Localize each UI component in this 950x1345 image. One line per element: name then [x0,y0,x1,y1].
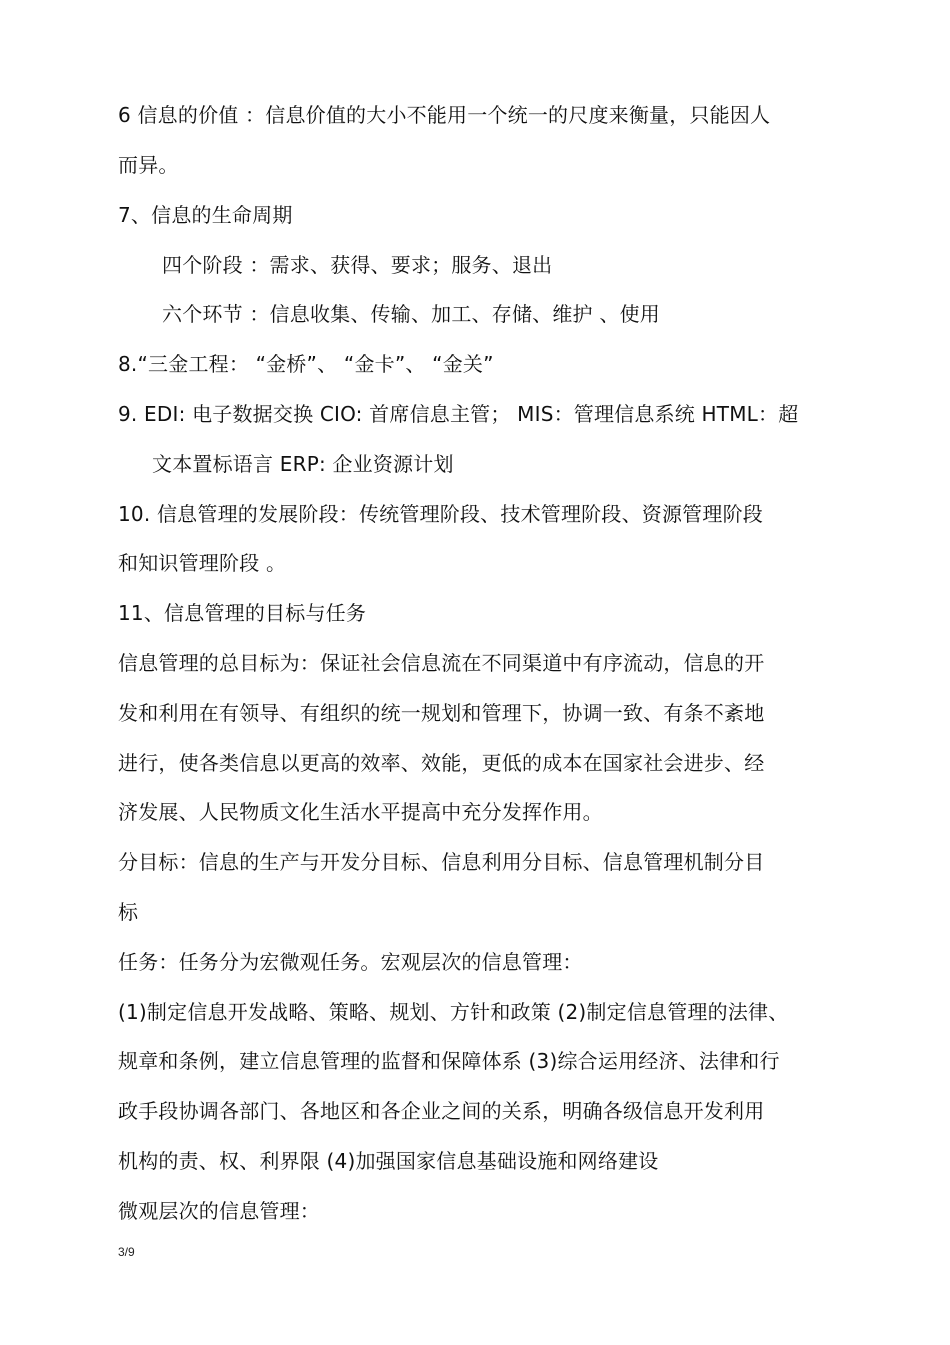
text-line-23: 微观层次的信息管理： [118,1199,320,1223]
text-line-14: 进行，使各类信息以更高的效率、效能，更低的成本在国家社会进步、经 [118,751,765,775]
text-line-21: 政手段协调各部门、各地区和各企业之间的关系，明确各级信息开发利用 [118,1099,765,1123]
text-line-5: 六个环节 ：信息收集、传输、加工、存储、维护 、使用 [162,302,660,326]
text-line-19: (1)制定信息开发战略、策略、规划、方针和政策 (2)制定信息管理的法律、 [118,1000,789,1024]
text-line-22: 机构的责、权、利界限 (4)加强国家信息基础设施和网络建设 [118,1149,659,1173]
text-line-1: 6 信息的价值 ：信息价值的大小不能用一个统一的尺度来衡量，只能因人 [118,103,771,127]
text-line-18: 任务：任务分为宏微观任务。宏观层次的信息管理： [118,950,583,974]
text-line-2: 而异。 [118,153,179,177]
text-line-9: 10. 信息管理的发展阶段：传统管理阶段、技术管理阶段、资源管理阶段 [118,502,763,526]
text-line-13: 发和利用在有领导、有组织的统一规划和管理下，协调一致、有条不紊地 [118,701,765,725]
page-number: 3/9 [118,1245,135,1259]
text-line-7: 9. EDI: 电子数据交换 CIO: 首席信息主管； MIS：管理信息系统 HTML：超 [118,402,799,426]
text-line-10: 和知识管理阶段 。 [118,551,287,575]
text-line-4: 四个阶段 ：需求、获得、要求；服务、退出 [162,253,553,277]
text-line-6: 8.“三金工程： “金桥”、 “金卡”、 “金关” [118,352,494,376]
text-line-17: 标 [118,900,139,924]
text-line-16: 分目标：信息的生产与开发分目标、信息利用分目标、信息管理机制分目 [118,850,765,874]
text-line-12: 信息管理的总目标为：保证社会信息流在不同渠道中有序流动，信息的开 [118,651,765,675]
text-line-20: 规章和条例，建立信息管理的监督和保障体系 (3)综合运用经济、法律和行 [118,1049,780,1073]
text-line-15: 济发展、人民物质文化生活水平提高中充分发挥作用。 [118,800,603,824]
text-line-11: 11、信息管理的目标与任务 [118,601,367,625]
text-line-8: 文本置标语言 ERP: 企业资源计划 [152,452,454,476]
text-line-3: 7、信息的生命周期 [118,203,293,227]
